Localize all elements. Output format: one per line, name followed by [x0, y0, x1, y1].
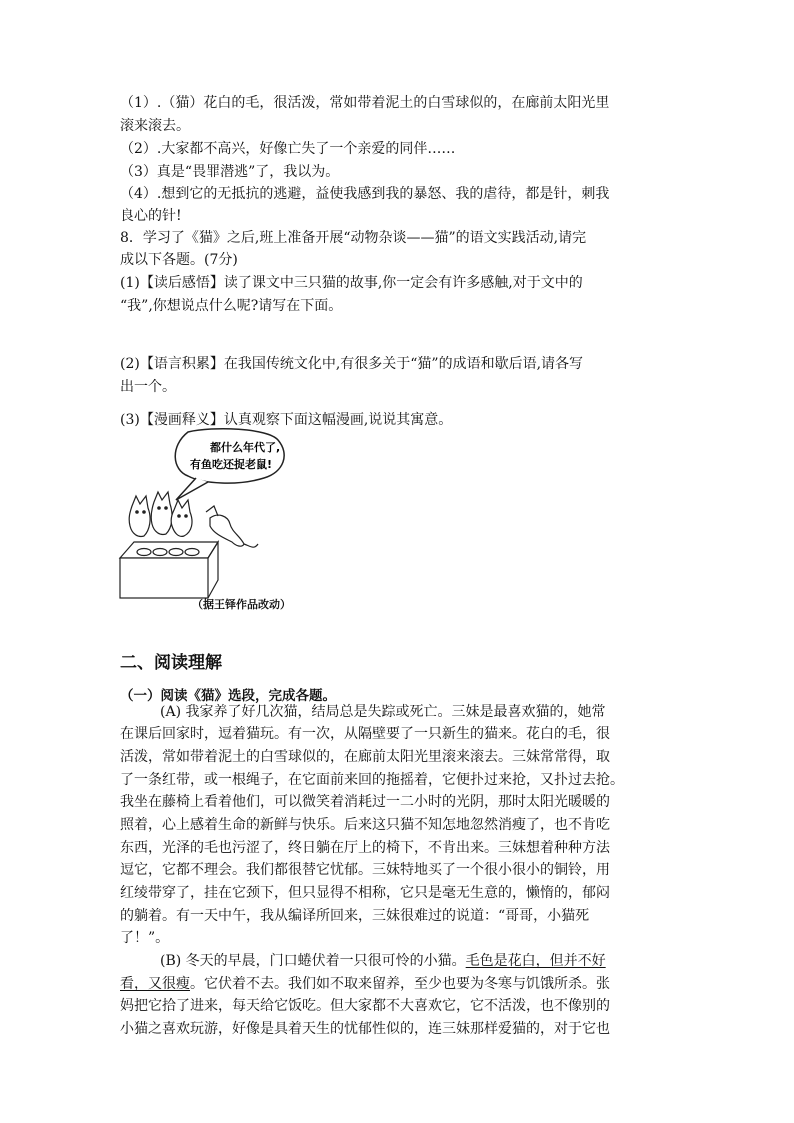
- passage-b-line-1: [160, 951, 606, 971]
- bubble-text-line-2: 有鱼吃还捉老鼠!: [190, 458, 273, 471]
- passage-a-line-5: 我坐在藤椅上看着他们，可以微笑着消耗过一二小时的光阴，那时太阳光暖暖的: [120, 794, 610, 810]
- passage-b-line-4: 小猫之喜欢玩游，好像是具着天生的忧郁性似的，连三妹那样爱猫的，对于它也: [120, 1021, 610, 1037]
- answer-3: （3）真是“畏罪潜逃”了，我以为。: [120, 164, 340, 180]
- passage-a-line-3: 活泼，常如带着泥土的白雪球似的，在廊前太阳光里滚来滚去。三妹常常得，取: [120, 749, 610, 765]
- passage-a-line-4: 了一条红带，或一根绳子，在它面前来回的拖摇着，它便扑过来抢，又扑过去抢。: [120, 772, 624, 788]
- cartoon-caption: （据王铎作品改动）: [192, 598, 291, 611]
- question-8-line-2: 成以下各题。(7分): [120, 252, 238, 268]
- question-8-2-line-1: (2)【语言积累】在我国传统文化中,有很多关于“猫”的成语和歇后语,请各写: [120, 356, 584, 372]
- question-8-line-1: 8．学习了《猫》之后,班上准备开展“动物杂谈——猫”的语文实践活动,请完: [120, 230, 587, 246]
- question-8-2-line-2: 出一个。: [120, 379, 176, 395]
- answer-4-line-2: 良心的针!: [120, 208, 182, 224]
- question-8-1-line-1: (1)【读后感悟】读了课文中三只猫的故事,你一定会有许多感触,对于文中的: [120, 275, 583, 291]
- passage-a-line-2: 在课后回家时，逗着猫玩。有一次，从隔壁要了一只新生的猫来。花白的毛，很: [120, 726, 610, 742]
- passage-a-line-8: 逗它，它都不理会。我们都很替它忧郁。三妹特地买了一个很小很小的铜铃，用: [120, 862, 610, 878]
- bubble-text-line-1: 都什么年代了,: [210, 441, 281, 454]
- answer-2: （2）.大家都不高兴，好像亡失了一个亲爱的同伴……: [120, 141, 456, 157]
- passage-a-line-6: 照着，心上感着生命的新鲜与快乐。后来这只猫不知怎地忽然消瘦了，也不肯吃: [120, 817, 610, 833]
- passage-b-underlined-2: 看，又很瘦: [120, 976, 190, 992]
- answer-1-line-1: （1）.（猫）花白的毛，很活泼，常如带着泥土的白雪球似的，在廊前太阳光里: [120, 95, 610, 111]
- passage-b-line-2-text: 。它伏着不去。我们如不取来留养，至少也要为冬寒与饥饿所杀。张: [190, 976, 610, 992]
- passage-a-line-9: 红绫带穿了，挂在它颈下，但只显得不相称，它只是毫无生意的，懒惰的，郁闷: [120, 885, 610, 901]
- passage-a-line-7: 东西，光泽的毛也污涩了，终日躺在厅上的椅下，不肯出来。三妹想着种种方法: [120, 840, 610, 856]
- passage-a-line-10: 的躺着。有一天中午，我从编译所回来，三妹很难过的说道：“哥哥，小猫死: [120, 908, 590, 924]
- answer-4-line-1: （4）.想到它的无抵抗的逃避，益使我感到我的暴怒、我的虐待，都是针，刺我: [120, 186, 610, 202]
- cartoon-illustration: [118, 426, 298, 616]
- passage-b-line-2: [120, 974, 610, 994]
- question-8-3: (3)【漫画释义】认真观察下面这幅漫画,说说其寓意。: [120, 412, 453, 428]
- passage-b-line-3: 妈把它拾了进来，每天给它饭吃。但大家都不大喜欢它，它不活泼，也不像别的: [120, 998, 610, 1014]
- section-title: 二、阅读理解: [120, 653, 222, 673]
- sub-title: （一）阅读《猫》选段，完成各题。: [120, 688, 336, 704]
- question-8-1-line-2: “我”,你想说点什么呢?请写在下面。: [120, 298, 343, 314]
- table-with-bowls: [120, 542, 218, 598]
- passage-a-line-1: (A) 我家养了好几次猫，结局总是失踪或死亡。三妹是最喜欢猫的，她常: [160, 704, 606, 720]
- cats-group: [129, 492, 258, 547]
- passage-a-line-11: 了！”。: [120, 930, 170, 946]
- answer-1-line-2: 滚来滚去。: [120, 118, 190, 134]
- passage-b-line-1-text: (B) 冬天的早晨，门口蜷伏着一只很可怜的小猫。: [160, 953, 466, 969]
- passage-b-underlined-1: 毛色是花白，但并不好: [465, 953, 606, 969]
